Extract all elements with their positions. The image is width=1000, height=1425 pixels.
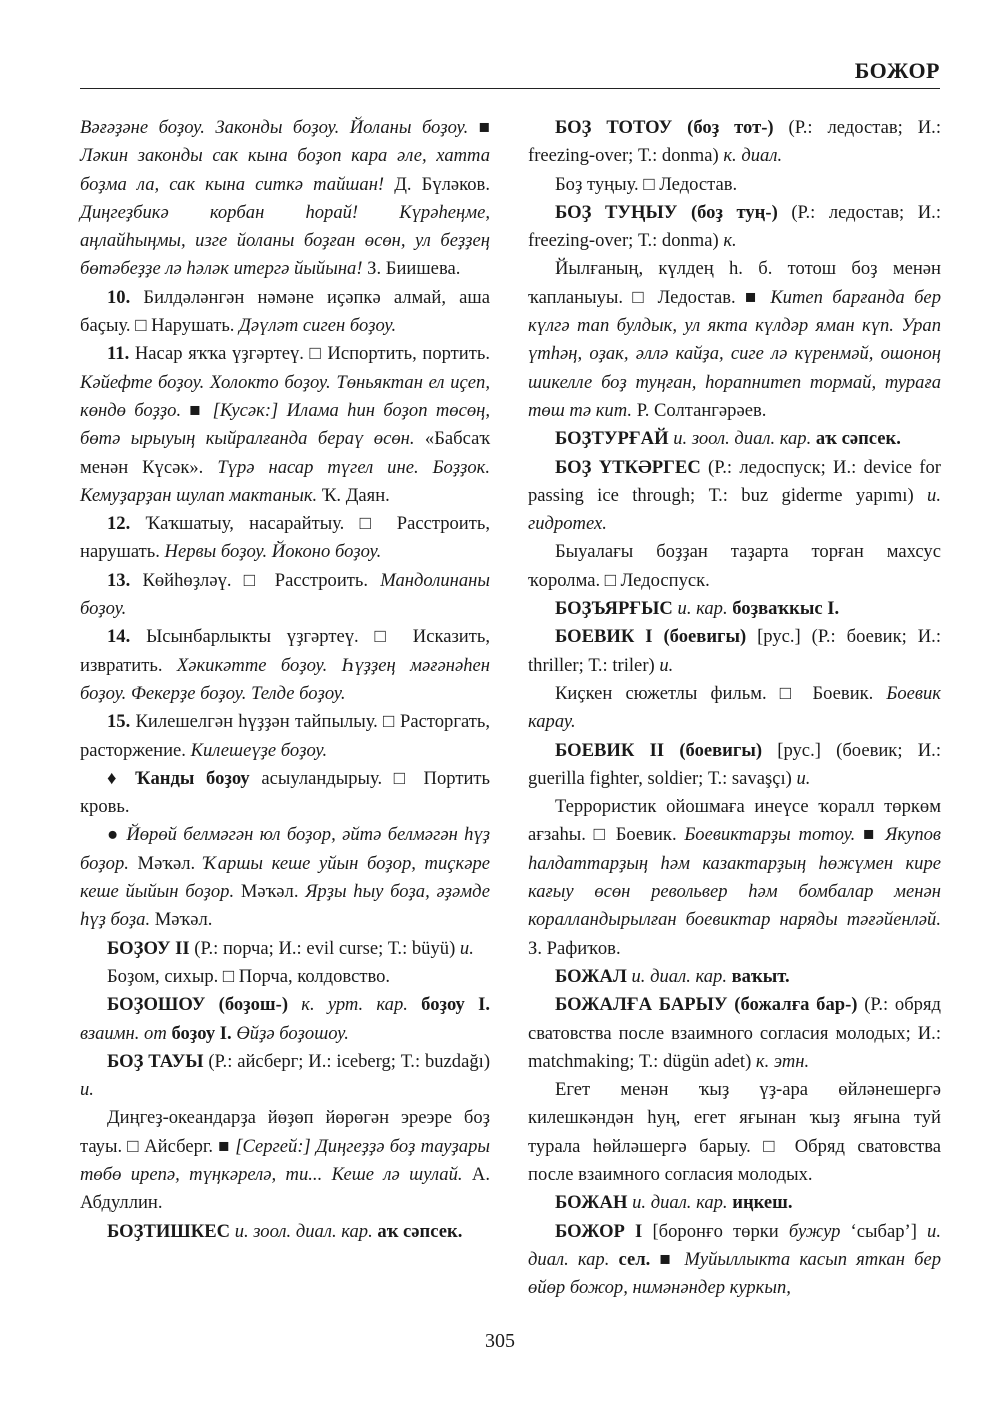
headword-text: аҡ сәпсек. <box>815 428 901 450</box>
dictionary-paragraph <box>528 1189 941 1217</box>
dictionary-paragraph <box>80 935 490 963</box>
italic-text: Боевиктарҙы тотоу. <box>684 824 856 846</box>
italic-text: Якупов һалдаттарҙың һәм казактарҙың һөжүмен кире кағыу өсөн револьвер һәм бомбалар менән коралландырылған боевиктар наряды тәғәйенләй. <box>528 824 941 931</box>
body-text: А. Абдуллин. <box>80 1163 490 1214</box>
body-text: Террористик ойошмаға инеүсе ҡоралл төркөм ағзаһы. □ Боевик. <box>528 796 941 846</box>
headword-text: 15. <box>107 711 131 733</box>
body-text: ■ <box>855 824 886 846</box>
dictionary-paragraph <box>528 623 941 680</box>
body-text <box>288 994 301 1015</box>
body-text: Ҡ. Даян. <box>317 484 390 506</box>
italic-text: Вәғәҙәне боҙоу. Законды боҙоу. Йоланы боҙоу. <box>80 117 469 138</box>
body-text: Боҙ туңыу. □ Ледостав. <box>555 173 738 195</box>
italic-text: Мандолинаны боҙоу. <box>80 569 490 620</box>
headword-text: 12. <box>107 513 131 535</box>
italic-text: Түрә насар түгел ине. Боҙҙок. Кемуҙарҙан шулап мактанык. <box>80 456 490 506</box>
body-text: ■ <box>181 399 213 421</box>
headword-text: БОҘОУ II <box>107 937 190 959</box>
body-text: Билдәләнгән нәмәне иҫәпкә алмай, аша баҫыу. □ Нарушать. <box>80 286 490 337</box>
body-text: (Р.: ледоспуск; И.: device for passing ice through; Т.: buz giderme yapımı) <box>528 456 941 506</box>
headword-text: БОЕВИК I (боевигы) <box>555 626 747 648</box>
dictionary-paragraph <box>80 1218 490 1246</box>
headword-text: БОЖОР I <box>555 1220 643 1242</box>
dictionary-paragraph <box>528 199 941 256</box>
dictionary-paragraph <box>528 114 941 171</box>
body-text: Быуалағы боҙҙан таҙарта торған махсус ҡоролма. □ Ледоспуск. <box>528 541 941 591</box>
dictionary-paragraph <box>80 114 490 284</box>
body-text: асыуландырыу. □ Портить кровь. <box>80 767 491 818</box>
body-text: [рус.] (Р.: боевик; И.: thriller; Т.: triler) <box>528 626 941 676</box>
italic-text: Дәүләт сиген боҙоу. <box>239 315 397 337</box>
italic-text: Хәкикәтте боҙоу. Һүҙҙең мәғәнәһен боҙоу. Фекерҙе боҙоу. Телде боҙоу. <box>80 654 491 704</box>
italic-text: Диңгеҙбикә корбан һорай! Күрәһеңме, аңлайһыңмы, изге йоланы боҙған өсөн, ул беҙҙең бөтәбеҙҙе лә һәләк итергә йыйына! <box>80 201 490 280</box>
italic-text: Нервы боҙоу. Йоконо боҙоу. <box>164 541 382 563</box>
italic-text: взаимн. от <box>80 1022 167 1044</box>
header-rule <box>80 88 940 89</box>
headword-text: БОЖАЛҒА БАРЫУ (божалға бар-) <box>555 994 858 1016</box>
italic-text: к. <box>723 230 737 252</box>
headword-text: БОҘТУРҒАЙ <box>555 428 669 450</box>
italic-text: Килешеүҙе боҙоу. <box>190 739 328 761</box>
page-number: 305 <box>485 1330 515 1352</box>
headword-text: БОҘ ТОТОУ (боҙ тот-) <box>555 117 774 138</box>
headword-text: БОЖАН <box>555 1192 628 1214</box>
dictionary-paragraph <box>528 454 941 539</box>
body-text: (Р.: ледостав; И.: freezing-over; Т.: donma) <box>528 201 941 252</box>
headword-text: 11. <box>107 343 130 365</box>
dictionary-paragraph <box>528 595 941 623</box>
body-text: Мәҡәл. <box>150 909 213 931</box>
italic-text: и. зоол. диал. кар. <box>234 1220 373 1242</box>
body-text <box>408 994 421 1015</box>
dictionary-paragraph <box>80 567 490 624</box>
dictionary-paragraph <box>80 284 490 341</box>
headword-text: БОЖАЛ <box>555 965 627 987</box>
running-head: БОЖОР <box>854 58 940 83</box>
headword-text: аҡ сәпсек. <box>377 1220 463 1242</box>
italic-text: Ләкин законды сак кына боҙоп кара әле, хатта боҙма ла, сак кына ситкә тайшан! <box>80 145 490 195</box>
body-text: (Р.: айсберг; И.: iceberg; Т.: buzdağı) <box>203 1050 491 1072</box>
dictionary-paragraph <box>528 255 941 425</box>
italic-text: Китеп барғанда бер күлгә тап булдык, ул якта күлдәр яман күп. Урап үтһәң, оҙак, әллә кайҙа, сиге лә күренмәй, ошоноң шикелле боҙ туңған, һорапнитеп тормай, тураға төш тә кит. <box>528 286 941 421</box>
italic-text: и. диал. кар. <box>631 965 727 987</box>
body-text: Ҡаҡшатыу, насарайтыу. □ Расстроить, нарушать. <box>80 513 490 563</box>
left-column <box>80 114 490 1246</box>
italic-text: Ҡаршы кеше уйын боҙор, тиҫкәре кеше йыйын боҙор. <box>80 852 490 903</box>
dictionary-paragraph <box>528 737 941 794</box>
italic-text: Муйыллыкта касып яткан бер өйөр божор, нимәнәндер куркып, <box>528 1248 941 1299</box>
body-text: ■ <box>468 117 490 138</box>
body-text: ■ <box>650 1248 685 1270</box>
headword-text: боҙоу I. <box>171 1022 232 1044</box>
body-text: [боронғо төрки <box>642 1220 789 1242</box>
body-text: (Р.: обряд сватовства после взаимного согласия молодых; И.: matchmaking; Т.: dügün adet) <box>528 994 941 1072</box>
headword-text: БОЕВИК II (боевигы) <box>555 739 763 761</box>
dictionary-paragraph <box>80 963 490 991</box>
italic-text: Боевик карау. <box>528 682 941 733</box>
italic-text: и. зоол. диал. кар. <box>673 428 812 450</box>
body-text: Егет менән ҡыҙ үҙ-ара өйләнешергә килешкәндән һуң, егет яғынан ҡыҙ яғына туй турала һөйләшергә барыу. □ Обряд сватовства после взаимного согласия молодых. <box>528 1079 941 1185</box>
body-text: Боҙом, сихыр. □ Порча, колдовство. <box>107 965 391 987</box>
dictionary-paragraph <box>528 538 941 595</box>
body-text: ‘сыбар’] <box>840 1220 928 1242</box>
headword-text: ваҡыт. <box>731 965 790 987</box>
body-text: Диңгеҙ-океандарҙа йөҙөп йөрөгән эреэре боҙ тауы. □ Айсберг. ■ <box>80 1107 490 1157</box>
italic-text: и. <box>796 767 811 789</box>
dictionary-paragraph <box>528 1218 941 1303</box>
body-text: Р. Солтангәрәев. <box>632 399 767 421</box>
italic-text: к. этн. <box>755 1050 810 1072</box>
italic-text: [Кусәк:] Илама һин боҙоп төсөң, бөтә ырыуың кыйралғанда бераү өсөн. <box>80 399 490 450</box>
dictionary-paragraph <box>80 1104 490 1217</box>
headword-text: БОҘ ҮТКӘРГЕС <box>555 456 701 478</box>
headword-text: 14. <box>107 626 131 648</box>
body-text: Д. Бүләков. <box>384 173 490 195</box>
dictionary-paragraph <box>528 963 941 991</box>
dictionary-paragraph <box>80 821 490 934</box>
headword-text: БОҘЪЯРҒЫС <box>555 598 673 620</box>
italic-text: и. <box>659 654 674 676</box>
body-text: З. Биишева. <box>362 258 461 280</box>
italic-text: Йөрөй белмәгән юл боҙор, әйтә белмәгән һүҙ боҙор. <box>80 824 491 874</box>
dictionary-paragraph <box>80 708 490 765</box>
body-text: «Бабсаҡ менән Күсәк». <box>80 428 490 478</box>
body-text: Мәҡәл. <box>234 881 306 903</box>
headword-text: БОҘОШОУ (боҙош-) <box>107 994 289 1016</box>
body-text: З. Рафиҡов. <box>528 937 621 959</box>
headword-text: 10. <box>107 286 131 308</box>
body-text: ● <box>107 824 127 846</box>
body-text: Насар яҡҡа үҙгәртеү. □ Испортить, портить. <box>129 343 490 365</box>
italic-text: к. диал. <box>723 145 783 167</box>
body-text: ♦ <box>107 767 136 789</box>
italic-text: к. урт. кар. <box>301 994 408 1016</box>
italic-text: и. <box>80 1079 94 1101</box>
headword-text: боҙоу I. <box>421 994 490 1016</box>
italic-text: и. диал. кар. <box>528 1220 941 1270</box>
dictionary-paragraph <box>528 991 941 1076</box>
body-text: [рус.] (боевик; И.: guerilla fighter, soldier; Т.: savaşçı) <box>528 739 941 789</box>
dictionary-paragraph <box>80 623 490 708</box>
italic-text: и. гидротех. <box>528 484 941 535</box>
italic-text: и. кар. <box>677 598 728 620</box>
headword-text: БОҘ ТАУЫ <box>107 1050 204 1072</box>
italic-text: Кәйефте боҙоу. Холокто боҙоу. Төньяктан ел иҫеп, көндө боҙҙо. <box>80 371 490 421</box>
italic-text: бужур <box>788 1220 841 1242</box>
body-text: (Р.: порча; И.: evil curse; Т.: büyü) <box>189 937 460 959</box>
dictionary-paragraph <box>528 1076 941 1189</box>
italic-text: [Сергей:] Диңгеҙҙә боҙ тауҙары төбө ирепә, түңкәрелә, ти... Кеше лә шулай. <box>80 1135 490 1185</box>
body-text: Мәҡәл. <box>128 852 204 874</box>
headword-text: иңкеш. <box>732 1192 793 1214</box>
dictionary-paragraph <box>80 1048 490 1105</box>
italic-text: Өйҙә боҙошоу. <box>236 1022 349 1044</box>
headword-text: Ҡанды боҙоу <box>135 767 250 789</box>
body-text: Ысынбарлыкты үҙгәртеү. □ Исказить, извратить. <box>80 626 490 676</box>
italic-text: и. <box>459 937 474 959</box>
dictionary-paragraph <box>80 991 490 1048</box>
body-text: Киҫкен сюжетлы фильм. □ Боевик. <box>555 682 887 704</box>
body-text: Йылғаның, күлдең һ. б. тотош боҙ менән ҡапланыуы. □ Ледостав. ■ <box>528 258 941 308</box>
dictionary-paragraph <box>528 425 941 453</box>
dictionary-paragraph <box>80 510 490 567</box>
italic-text: Ярҙы һыу боҙа, әҙәмде һүҙ боҙа. <box>80 881 490 931</box>
body-text: Килешелгән һүҙҙән тайпылыу. □ Расторгать, расторжение. <box>80 711 490 761</box>
body-text: (Р.: ледостав; И.: freezing-over; Т.: donma) <box>528 117 941 167</box>
headword-text: БОҘТИШКЕС <box>107 1220 231 1242</box>
headword-text: сел. <box>618 1248 651 1270</box>
body-text: Көйһөҙләү. □ Расстроить. <box>130 569 381 591</box>
headword-text: 13. <box>107 569 131 591</box>
right-column <box>528 114 941 1302</box>
dictionary-paragraph <box>528 793 941 963</box>
headword-text: боҙваҡкыс I. <box>732 598 840 620</box>
italic-text: и. диал. кар. <box>632 1192 728 1214</box>
dictionary-paragraph <box>528 680 941 737</box>
dictionary-paragraph <box>80 765 490 822</box>
body-text <box>609 1249 618 1270</box>
headword-text: БОҘ ТУҢЫУ (боҙ туң-) <box>555 201 778 223</box>
dictionary-paragraph <box>528 171 941 199</box>
dictionary-paragraph <box>80 340 490 510</box>
